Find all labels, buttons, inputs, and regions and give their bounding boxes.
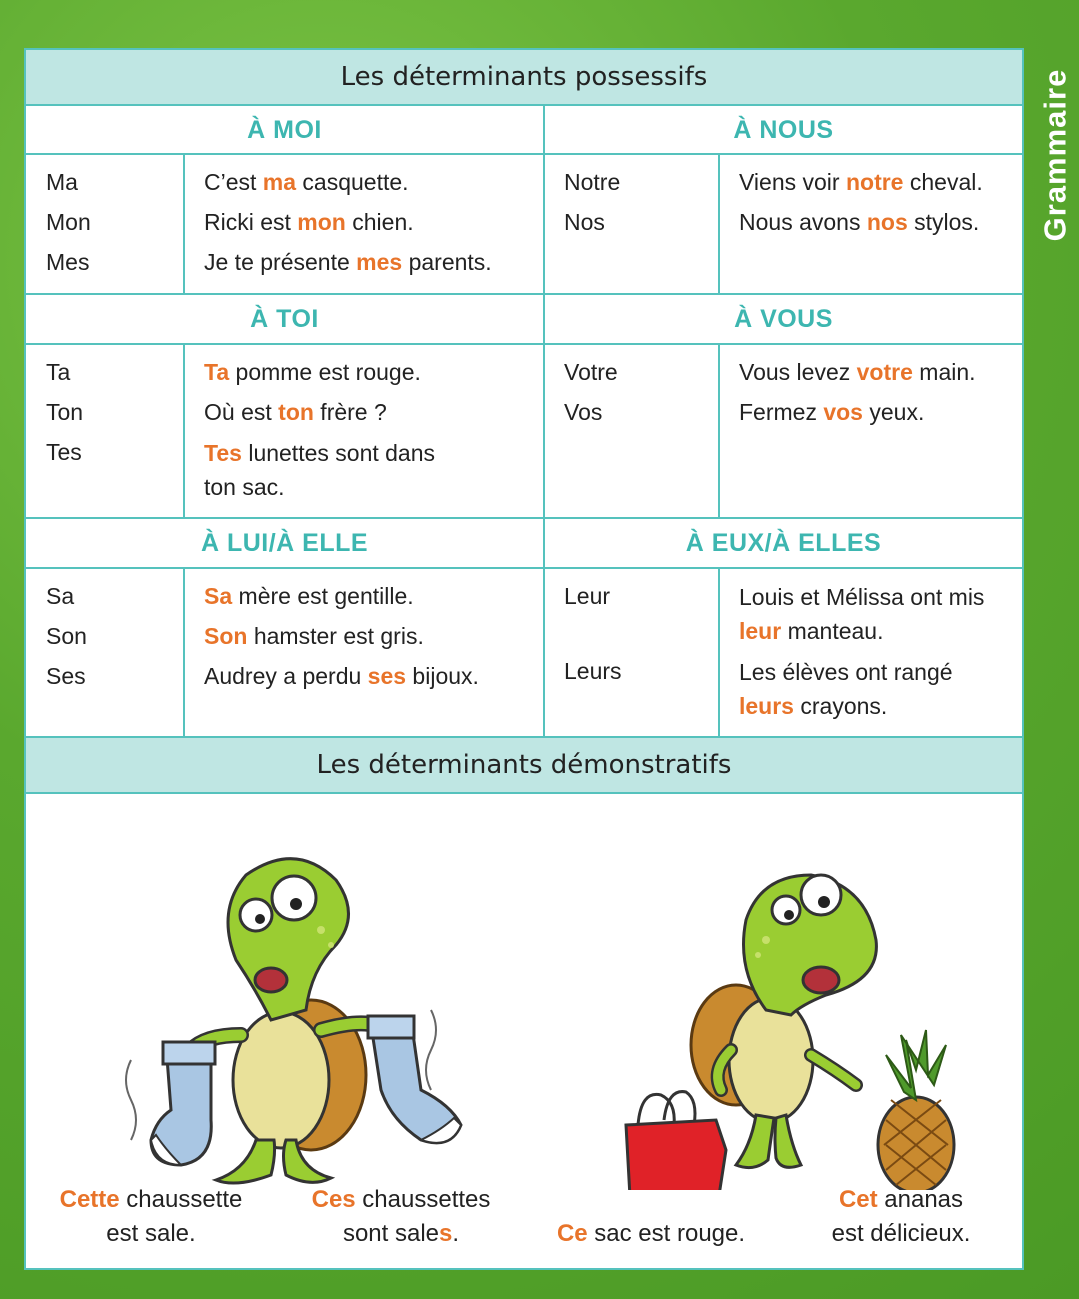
determiners-a-lui: Sa Son Ses [46,583,87,689]
section-header-a-toi: À TOI [250,304,319,333]
grammar-card [24,48,1024,1270]
section-header-a-moi: À MOI [247,115,322,144]
determiners-a-vous: Votre Vos [564,359,618,425]
caption-ces-chaussettes: Ces chaussettes sont sales. [311,1186,491,1247]
section-header-a-vous: À VOUS [734,304,833,333]
possessifs-title: Les déterminants possessifs [26,50,1022,106]
turtle-bag-pineapple-illustration [586,820,976,1190]
examples-a-vous: Vous levez votre main. Fermez vos yeux. [739,359,976,425]
grammaire-side-label: Grammaire [1037,68,1072,242]
caption-ce-sac: Ce sac est rouge. [556,1220,746,1247]
determiners-a-nous: Notre Nos [564,169,621,235]
examples-a-lui: Sa mère est gentille. Son hamster est gris. Audrey a perdu ses bijoux. [204,583,479,689]
determiners-a-eux: Leur Leurs [564,583,622,684]
examples-a-toi: Ta pomme est rouge. Où est ton frère ? Tes lunettes sont dans ton sac. [204,359,436,500]
determiners-a-moi: Ma Mon Mes [46,169,91,275]
caption-cet-ananas: Cet ananas est délicieux. [831,1186,971,1247]
demonstratifs-title: Les déterminants démonstratifs [26,736,1022,794]
section-header-a-eux-a-elles: À EUX/À ELLES [685,528,882,557]
section-header-a-lui-a-elle: À LUI/À ELLE [200,528,369,557]
section-header-a-nous: À NOUS [733,115,834,144]
caption-cette-chaussette: Cette chaussette est sale. [59,1186,243,1247]
examples-a-eux: Louis et Mélissa ont mis leur manteau. Les élèves ont rangé leurs crayons. [739,584,985,719]
turtle-socks-illustration [96,820,476,1190]
determiners-a-toi: Ta Ton Tes [46,359,84,465]
examples-a-moi: C’est ma casquette. Ricki est mon chien. Je te présente mes parents. [204,169,492,275]
examples-a-nous: Viens voir notre cheval. Nous avons nos stylos. [739,169,983,235]
